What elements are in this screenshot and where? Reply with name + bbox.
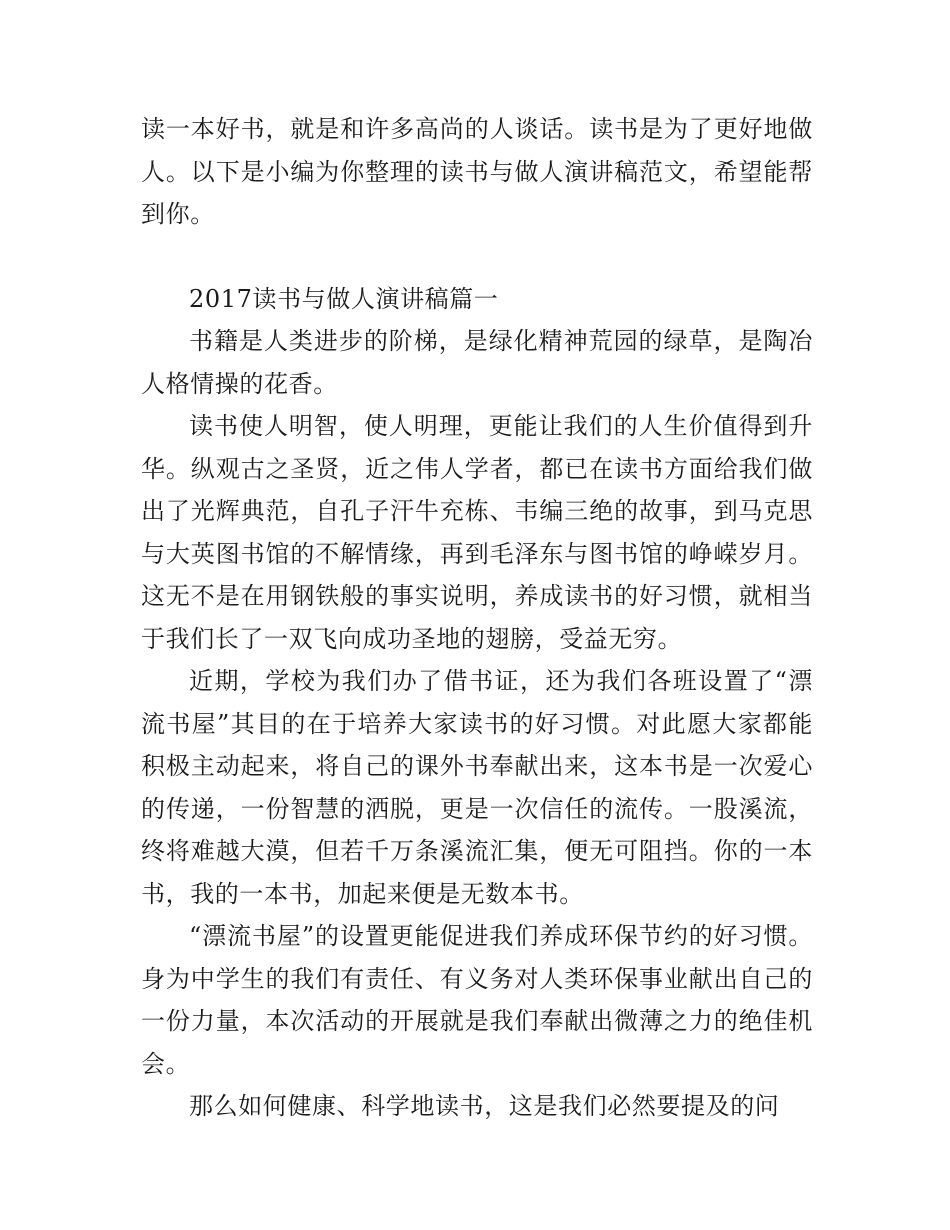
body-paragraph-4: “漂流书屋”的设置更能促进我们养成环保节约的好习惯。身为中学生的我们有责任、有义务对人类环保事业献出自己的一份力量，本次活动的开展就是我们奉献出微薄之力的绝佳机会。 xyxy=(141,922,813,1078)
body-paragraph-1: 书籍是人类进步的阶梯，是绿化精神荒园的绿草，是陶冶人格情操的花香。 xyxy=(141,327,813,398)
body-paragraph-3: 近期，学校为我们办了借书证，还为我们各班设置了“漂流书屋”其目的在于培养大家读书的好习惯。对此愿大家都能积极主动起来，将自己的课外书奉献出来，这本书是一次爱心的传递，一份智慧的洒脱，更是一次信任的流传。一股溪流，终将难越大漠，但若千万条溪流汇集，便无可阻挡。你的一本书，我的一本书，加起来便是无数本书。 xyxy=(141,667,813,908)
section-title: 2017读书与做人演讲稿篇一 xyxy=(189,284,499,313)
body-paragraph-2: 读书使人明智，使人明理，更能让我们的人生价值得到升华。纵观古之圣贤，近之伟人学者，都已在读书方面给我们做出了光辉典范，自孔子汗牛充栋、韦编三绝的故事，到马克思与大英图书馆的不解情缘，再到毛泽东与图书馆的峥嵘岁月。这无不是在用钢铁般的事实说明，养成读书的好习惯，就相当于我们长了一双飞向成功圣地的翅膀，受益无穷。 xyxy=(141,412,813,653)
intro-paragraph: 读一本好书，就是和许多高尚的人谈话。读书是为了更好地做人。以下是小编为你整理的读书与做人演讲稿范文，希望能帮到你。 xyxy=(141,115,813,228)
paragraph-gap xyxy=(141,236,813,278)
document-body xyxy=(141,108,813,1128)
body-paragraph-5: 那么如何健康、科学地读书，这是我们必然要提及的问 xyxy=(189,1092,780,1120)
